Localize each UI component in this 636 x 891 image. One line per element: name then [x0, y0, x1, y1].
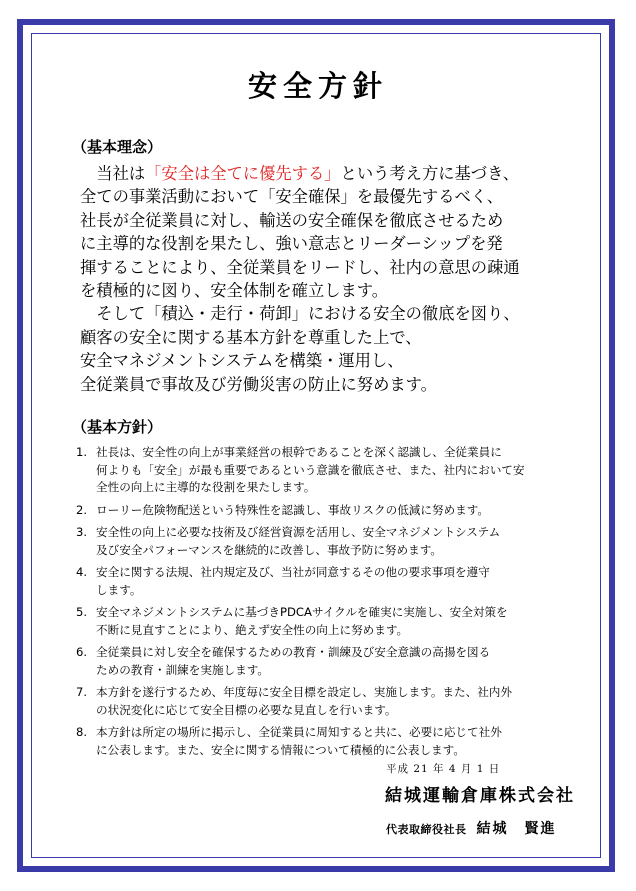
policy-item [76, 644, 576, 679]
policy-number: 3. [76, 525, 88, 539]
philosophy-line [80, 162, 580, 185]
policy-line: 本方針は所定の場所に掲示し、全従業員に周知すると共に、必要に応じて社外 [96, 725, 502, 739]
policy-line: 本方針を遂行するため、年度毎に安全目標を設定し、実施します。また、社内外 [96, 685, 512, 699]
policy-item [76, 604, 576, 639]
philosophy-text-part: 揮することにより、全従業員をリードし、社内の意思の疎通 [80, 257, 520, 277]
policy-line: ための教育・訓練を実施します。 [96, 662, 269, 677]
philosophy-line [80, 232, 580, 255]
policy-text [96, 604, 576, 639]
philosophy-line [80, 256, 580, 279]
policy-item [76, 724, 576, 759]
policy-line: 社長は、安全性の向上が事業経営の根幹であることを深く認識し、全従業員に [96, 445, 502, 459]
policy-line: 全従業員に対し安全を確保するための教育・訓練及び安全意識の高揚を図る [96, 645, 491, 659]
policy-text [96, 524, 576, 559]
policy-text [96, 724, 576, 759]
policy-text [96, 684, 576, 719]
policy-line: 何よりも「安全」が最も重要であるという意識を徹底させ、また、社内において安 [96, 462, 525, 477]
policy-number: 4. [76, 565, 88, 579]
policy-item [76, 564, 576, 599]
philosophy-line [80, 185, 580, 208]
philosophy-text-part: 顧客の安全に関する基本方針を尊重した上で、 [80, 327, 422, 347]
philosophy-emphasis: 「安全は全てに優先する」 [145, 164, 341, 183]
policy-number: 5. [76, 605, 88, 619]
philosophy-line [80, 326, 580, 349]
philosophy-heading: （基本理念） [72, 138, 163, 156]
policy-text [96, 444, 576, 497]
policy-number: 6. [76, 645, 88, 659]
policy-line: 及び安全パフォーマンスを継続的に改善し、事故予防に努めます。 [96, 542, 442, 557]
policy-number: 2. [76, 502, 88, 517]
philosophy-text [80, 162, 580, 396]
policy-line: 全性の向上に主導的な役割を果たします。 [96, 480, 316, 494]
company-name: 結城運輸倉庫株式会社 [385, 786, 575, 806]
philosophy-text-part: 当社は [80, 164, 146, 183]
policy-line: 不断に見直すことにより、絶えず安全性の向上に努めます。 [96, 622, 409, 637]
representative-name: 結城 賢進 [476, 821, 557, 837]
policy-line: の状況変化に応じて安全目標の必要な見直しを行います。 [96, 702, 397, 717]
philosophy-text-part: に主導的な役割を果たし、強い意志とリーダーシップを発 [80, 234, 503, 254]
policy-item [76, 502, 576, 520]
policy-heading: （基本方針） [72, 418, 163, 436]
philosophy-line [80, 302, 580, 325]
policy-item [76, 684, 576, 719]
philosophy-text-part: 全従業員で事故及び労働災害の防止に努めます。 [80, 374, 437, 394]
policy-text [96, 644, 576, 679]
philosophy-text-part: 安全マネジメントシステムを構築・運用し、 [80, 351, 404, 371]
policy-line: に公表します。また、安全に関する情報について積極的に公表します。 [96, 742, 465, 757]
policy-line: ローリー危険物配送という特殊性を認識し、事故リスクの低減に努めます。 [96, 502, 490, 517]
policy-item [76, 524, 576, 559]
representative [386, 818, 557, 840]
philosophy-text-part: 全ての事業活動において「安全確保」を最優先するべく、 [80, 187, 503, 207]
philosophy-line [80, 209, 580, 232]
policy-list [76, 444, 576, 764]
page-title: 安全方針 [247, 69, 388, 103]
policy-number: 1. [76, 445, 88, 459]
philosophy-text-part: 社長が全従業員に対し、輸送の安全確保を徹底させるため [80, 210, 504, 230]
philosophy-line [80, 373, 580, 396]
representative-title: 代表取締役社長 [386, 823, 467, 836]
philosophy-text-part: そして「積込・走行・荷卸」における安全の徹底を図り、 [80, 304, 520, 324]
philosophy-text-part: を積極的に図り、安全体制を確立します。 [80, 280, 389, 300]
policy-line: 安全マネジメントシステムに基づきPDCAサイクルを確実に実施し、安全対策を [96, 605, 508, 619]
policy-text [96, 502, 576, 520]
policy-text [96, 564, 576, 599]
policy-number: 7. [76, 685, 88, 699]
philosophy-line [80, 279, 580, 302]
policy-number: 8. [76, 725, 88, 739]
policy-line: 安全に関する法規、社内規定及び、当社が同意するその他の要求事項を遵守 [96, 565, 490, 579]
issue-date: 平成 21 年 4 月 1 日 [386, 763, 501, 775]
policy-line: 安全性の向上に必要な技術及び経営資源を活用し、安全マネジメントシステム [96, 525, 501, 539]
policy-line: します。 [96, 582, 142, 597]
philosophy-line [80, 349, 580, 372]
philosophy-text-part: という考え方に基づき、 [340, 164, 519, 183]
policy-item [76, 444, 576, 497]
